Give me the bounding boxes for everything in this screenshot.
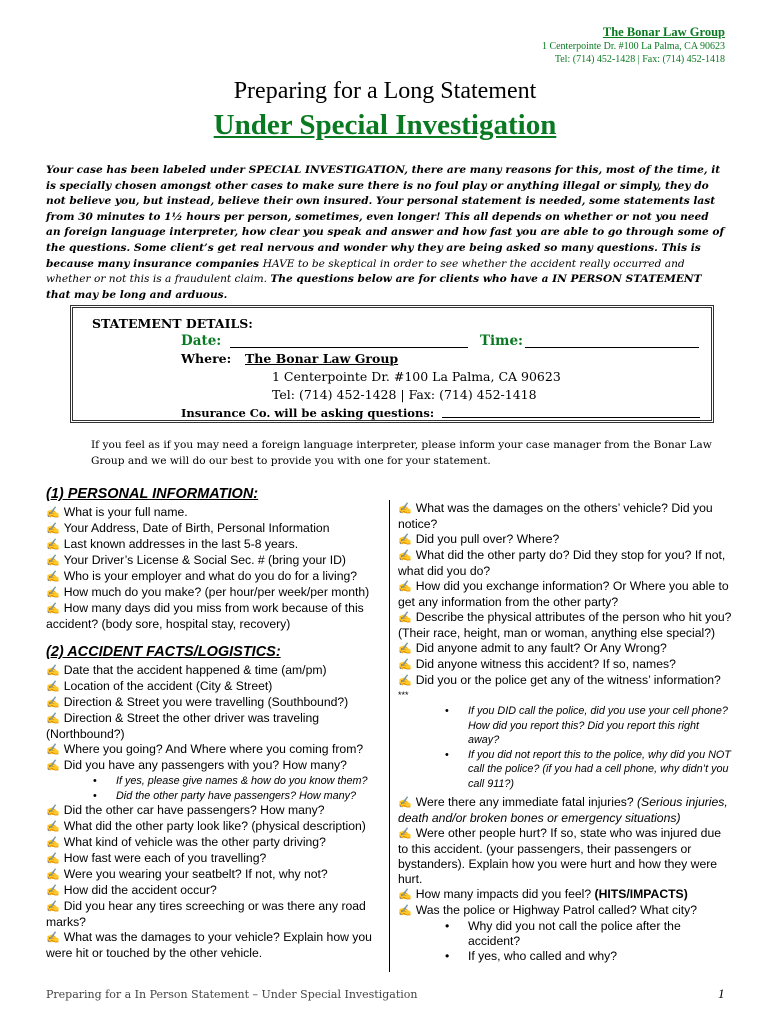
question-item [46, 505, 381, 521]
bullet-icon: • [93, 775, 97, 787]
question-item [46, 851, 381, 867]
insurance-field[interactable] [442, 403, 700, 418]
stars: *** [398, 690, 409, 700]
personal-list [46, 505, 381, 632]
writing-hand-icon: ✍ [46, 760, 60, 772]
writing-hand-icon: ✍ [46, 539, 60, 551]
writing-hand-icon: ✍ [46, 853, 60, 866]
bullet-text: If yes, please give names & how do you know them? [116, 775, 368, 787]
right-column [398, 501, 733, 964]
question-item [46, 742, 381, 758]
firm-phones: Tel: (714) 452-1428 | Fax: (714) 452-1418 [554, 54, 725, 65]
where-label: Where: [181, 351, 232, 366]
writing-hand-icon: ✍ [46, 587, 60, 599]
writing-hand-icon: ✍ [398, 643, 412, 655]
left-column [46, 485, 381, 961]
question-text: How much do you make? (per hour/per week/per month) [63, 585, 370, 599]
question-text: Did anyone admit to any fault? Or Any Wrong? [415, 641, 667, 655]
bullet-text: Why did you not call the police after the accident? [468, 918, 681, 948]
question-text: What kind of vehicle was the other party driving? [63, 835, 326, 850]
intro-paragraph [46, 163, 726, 303]
writing-hand-icon: ✍ [46, 805, 60, 818]
bullet-item [398, 949, 733, 964]
bullet-item [46, 774, 381, 789]
page-number: 1 [718, 986, 725, 1001]
impacts-question-text: How many impacts did you feel? [415, 886, 595, 901]
police-sublist [398, 704, 733, 792]
question-item [46, 601, 381, 632]
writing-hand-icon: ✍ [46, 713, 60, 725]
firm-name: The Bonar Law Group [602, 25, 725, 39]
question-text: Date that the accident happened & time (am/pm) [63, 663, 327, 677]
writing-hand-icon: ✍ [398, 581, 412, 593]
question-item [46, 585, 381, 601]
statement-phones: Tel: (714) 452-1428 | Fax: (714) 452-1418 [272, 387, 537, 402]
accident-list-continued [46, 803, 381, 961]
question-item [46, 835, 381, 851]
bullet-text: If you did not report this to the police, why did you NOT call the police? (if you had a cell phone, why didn’t you call 911?) [468, 748, 731, 790]
bullet-icon: • [445, 948, 450, 963]
question-text: Did you pull over? Where? [415, 532, 560, 546]
question-item [46, 711, 381, 742]
writing-hand-icon: ✍ [398, 659, 412, 671]
letterhead [542, 25, 725, 66]
writing-hand-icon: ✍ [398, 675, 412, 687]
question-item [398, 641, 733, 657]
question-item [46, 867, 381, 883]
bullet-item [398, 704, 733, 748]
writing-hand-icon: ✍ [46, 603, 60, 615]
question-item [46, 695, 381, 711]
writing-hand-icon: ✍ [46, 507, 60, 519]
writing-hand-icon: ✍ [398, 796, 412, 809]
writing-hand-icon: ✍ [46, 821, 60, 834]
police-question [398, 903, 733, 919]
accident-list [46, 663, 381, 774]
writing-hand-icon: ✍ [46, 932, 60, 945]
impacts-question [398, 887, 733, 903]
date-field[interactable] [230, 333, 468, 348]
intro-have: HAVE [262, 257, 295, 270]
writing-hand-icon: ✍ [398, 904, 412, 917]
bullet-item [46, 789, 381, 804]
question-text: Location of the accident (City & Street) [63, 679, 273, 693]
question-text: Did you hear any tires screeching or was there any road marks? [46, 899, 366, 930]
question-item [46, 521, 381, 537]
question-item [46, 679, 381, 695]
question-text: Your Driver’s License & Social Sec. # (bring your ID) [63, 553, 346, 567]
bullet-icon: • [445, 918, 450, 933]
fatal-question [398, 795, 733, 826]
question-item [46, 819, 381, 835]
impacts-bold: (HITS/IMPACTS) [594, 886, 688, 901]
writing-hand-icon: ✍ [46, 697, 60, 709]
insurance-label: Insurance Co. will be asking questions: [181, 406, 435, 420]
question-text: Did the other car have passengers? How many? [63, 803, 325, 818]
intro-bold: The questions below are for clients who have a IN PERSON STATEMENT that may be long and arduous. [46, 273, 702, 301]
fatal-note: (Serious injuries, death and/or broken bones or emergency situations) [398, 794, 728, 825]
question-text: Direction & Street the other driver was traveling (Northbound?) [46, 711, 320, 741]
writing-hand-icon: ✍ [46, 744, 60, 756]
writing-hand-icon: ✍ [46, 885, 60, 898]
bullet-icon: • [93, 789, 97, 802]
where-value: The Bonar Law Group [245, 351, 399, 366]
accident-sublist [46, 774, 381, 803]
page-title: Preparing for a Long Statement [233, 78, 537, 104]
statement-address: 1 Centerpointe Dr. #100 La Palma, CA 90623 [272, 369, 561, 384]
writing-hand-icon: ✍ [398, 503, 412, 515]
personal-heading: (1) PERSONAL INFORMATION: [46, 486, 259, 502]
question-text: Where you going? And Where where you coming from? [63, 742, 364, 756]
question-item [398, 657, 733, 673]
question-text: What was the damages on the others’ vehicle? Did you notice? [398, 501, 713, 531]
writing-hand-icon: ✍ [46, 869, 60, 882]
question-text: How did you exchange information? Or Where you able to get any information from the other party? [398, 579, 729, 609]
hurt-question [398, 826, 733, 887]
writing-hand-icon: ✍ [398, 888, 412, 901]
question-text: How did the accident occur? [63, 883, 217, 898]
police-question-text: Was the police or Highway Patrol called? What city? [415, 902, 698, 917]
question-text: How fast were each of you travelling? [63, 851, 267, 866]
question-text: Did anyone witness this accident? If so, names? [415, 657, 676, 671]
bullet-text: Did the other party have passengers? How many? [116, 789, 357, 802]
intro-text-2: to be skeptical in order to see whether the accident really occurred and whether or not this is a fraudulent claim. [46, 257, 685, 286]
right-list [398, 501, 733, 689]
question-text: Last known addresses in the last 5-8 years. [63, 537, 299, 551]
interpreter-note: If you feel as if you may need a foreign language interpreter, please inform your case manager from the Bonar Law Group and we will do our best to provide you with one for your statement. [91, 439, 712, 467]
bullet-text: If you DID call the police, did you use your cell phone? How did you report this? Did you report this right away? [468, 705, 728, 747]
statement-heading: STATEMENT DETAILS: [92, 316, 253, 331]
question-item [46, 930, 381, 961]
writing-hand-icon: ✍ [398, 827, 412, 840]
question-text: Your Address, Date of Birth, Personal Information [63, 521, 330, 535]
writing-hand-icon: ✍ [46, 555, 60, 567]
question-text: Were you wearing your seatbelt? If not, why not? [63, 867, 328, 882]
bullet-text: If yes, who called and why? [468, 948, 618, 963]
writing-hand-icon: ✍ [398, 534, 412, 546]
writing-hand-icon: ✍ [46, 837, 60, 850]
question-item [398, 548, 733, 579]
question-text: Who is your employer and what do you do for a living? [63, 569, 358, 583]
hurt-question-text: Were other people hurt? If so, state who was injured due to this accident. (your passengers, their passengers or bystanders). Explain how you were hurt and how they were hurt. [398, 825, 722, 886]
writing-hand-icon: ✍ [46, 681, 60, 693]
question-item [398, 673, 733, 689]
firm-address: 1 Centerpointe Dr. #100 La Palma, CA 90623 [541, 41, 725, 52]
intro-text-1: Your case has been labeled under SPECIAL INVESTIGATION, there are many reasons for this, most of the time, it is specially chosen amongst other cases to make sure there is no foul play or anything illegal or simply, they do not believe you, but instead, believe their own insured. Your personal statement is needed, some statements last from 30 minutes to 1½ hours per person, sometimes, even longer! This all depends on whether or not you need an foreign language interpreter, how clear you speak and answer and how fast you are able to go through some of the questions. Some client’s get real nervous and wonder why they are being asked so many questions. This is because many insurance companies [46, 164, 725, 270]
question-item [398, 501, 733, 532]
question-text: Describe the physical attributes of the person who hit you? (Their race, height, man or woman, anything else special?) [398, 610, 732, 640]
question-item [398, 579, 733, 610]
question-text: What was the damages to your vehicle? Explain how you were hit or touched by the other vehicle. [46, 930, 372, 961]
bullet-item [398, 919, 733, 949]
column-divider [389, 500, 390, 972]
police-followup-list [398, 919, 733, 964]
bullet-icon: • [445, 748, 449, 761]
writing-hand-icon: ✍ [46, 901, 60, 914]
question-text: What did the other party look like? (physical description) [63, 819, 366, 834]
time-field[interactable] [525, 333, 699, 348]
question-text: What is your full name. [63, 505, 188, 519]
writing-hand-icon: ✍ [398, 612, 412, 624]
writing-hand-icon: ✍ [46, 665, 60, 677]
bullet-icon: • [445, 705, 449, 717]
question-item [46, 537, 381, 553]
question-item [46, 553, 381, 569]
question-item [46, 569, 381, 585]
question-text: Did you have any passengers with you? How many? [63, 758, 347, 772]
question-item [46, 663, 381, 679]
question-text: What did the other party do? Did they stop for you? If not, what did you do? [398, 548, 726, 578]
question-item [46, 883, 381, 899]
footer-text: Preparing for a In Person Statement – Under Special Investigation [46, 988, 418, 1001]
question-text: Direction & Street you were travelling (Southbound?) [63, 695, 349, 709]
accident-heading: (2) ACCIDENT FACTS/LOGISTICS: [46, 644, 281, 660]
question-item [398, 532, 733, 548]
fatal-question-text: Were there any immediate fatal injuries? [415, 794, 637, 809]
question-text: Did you or the police get any of the witness’ information? [415, 673, 721, 687]
question-item [398, 610, 733, 641]
bullet-item [398, 748, 733, 792]
question-item [46, 758, 381, 774]
page-subtitle: Under Special Investigation [213, 109, 557, 141]
writing-hand-icon: ✍ [398, 550, 412, 562]
writing-hand-icon: ✍ [46, 523, 60, 535]
writing-hand-icon: ✍ [46, 571, 60, 583]
question-item [46, 803, 381, 819]
time-label: Time: [480, 333, 524, 349]
date-label: Date: [181, 333, 222, 349]
question-item [46, 899, 381, 930]
question-text: How many days did you miss from work because of this accident? (body sore, hospital stay, recovery) [46, 601, 364, 631]
